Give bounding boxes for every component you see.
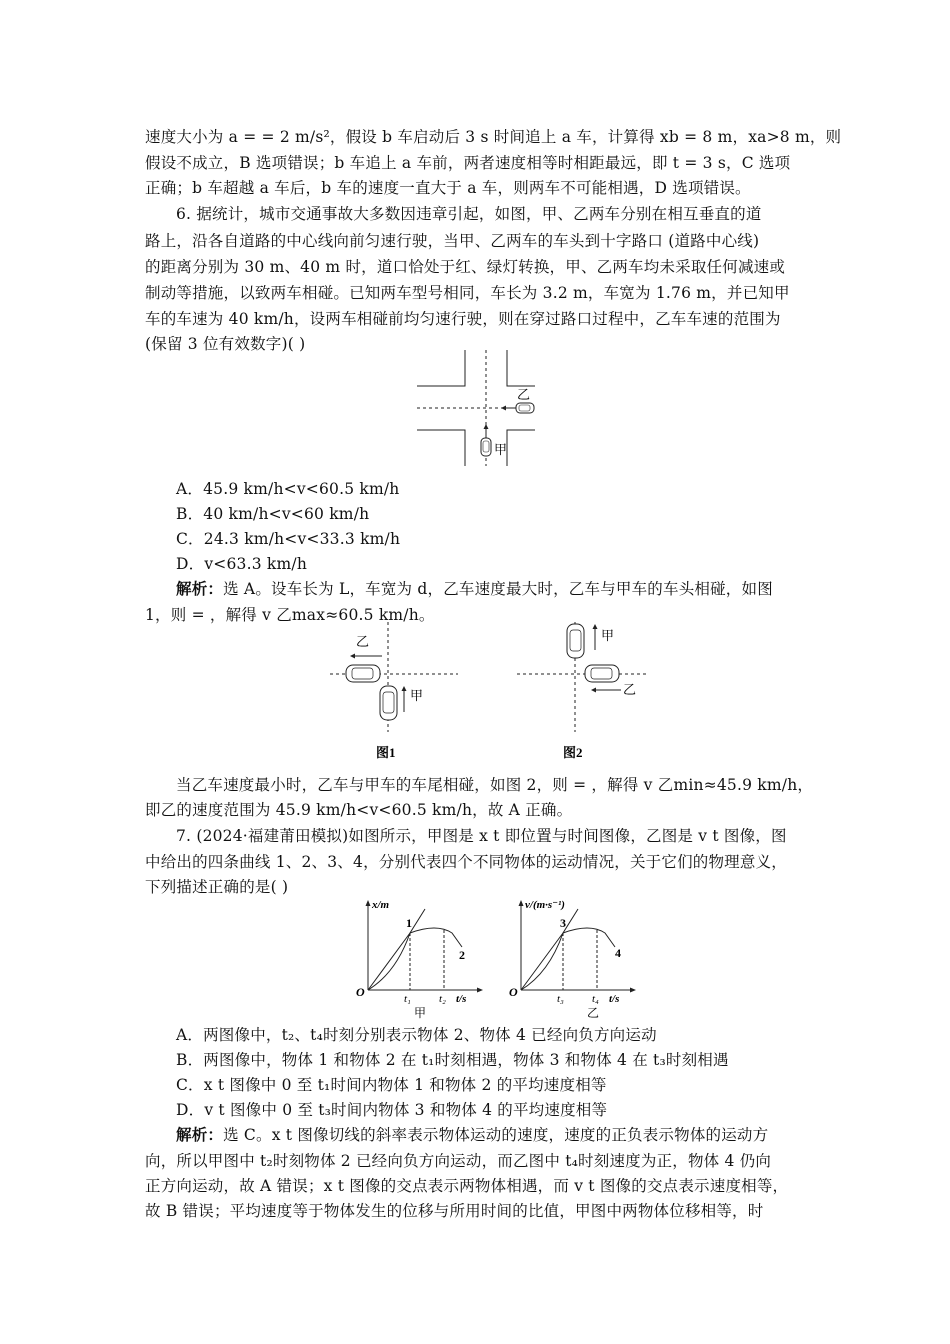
tick-label: t₂ (439, 993, 446, 1005)
text-line: 故 B 错误；平均速度等于物体发生的位移与所用时间的比值，甲图中两物体位移相等，时 (145, 1202, 764, 1220)
car-yi (501, 403, 534, 413)
option-a: A．45.9 km/h<v<60.5 km/h (176, 480, 400, 498)
solution-6-line1 (176, 576, 841, 602)
label-jia: 甲 (601, 628, 615, 643)
tick-label: t₃ (557, 993, 564, 1005)
label-yi: 乙 (517, 387, 531, 402)
tick-label: t₁ (404, 993, 411, 1005)
curve-label: 2 (459, 948, 465, 962)
x-axis-label: t/s (456, 993, 467, 1005)
graph-caption: 乙 (587, 1006, 600, 1020)
option-b: B．40 km/h<v<60 km/h (176, 505, 370, 523)
figure-caption: 图1 (376, 745, 396, 760)
text-line: 下列描述正确的是( ) (145, 878, 289, 896)
text-line: 车的车速为 40 km/h，设两车相碰前均匀速行驶，则在穿过路口过程中，乙车车速的范围为 (145, 310, 781, 328)
figure-caption: 图2 (563, 745, 583, 760)
text-line: 制动等措施，以致两车相碰。已知两车型号相同，车长为 3.2 m，车宽为 1.76 m，并已知甲 (145, 284, 790, 302)
y-axis-label: v/(m·s⁻¹) (525, 899, 565, 911)
origin-label: O (509, 985, 518, 999)
solution-7-line1 (176, 1122, 841, 1148)
option-c: C．x t 图像中 0 至 t₁时间内物体 1 和物体 2 的平均速度相等 (176, 1076, 607, 1094)
car-jia (481, 424, 491, 456)
solution-label: 解析： (176, 579, 224, 598)
text-line: 当乙车速度最小时，乙车与甲车的车尾相碰，如图 2，则 = ，解得 v 乙min≈45.9 km/h， (176, 776, 814, 794)
question-6-stem: 6. 据统计，城市交通事故大多数因违章引起，如图，甲、乙两车分别在相互垂直的道 (176, 205, 762, 223)
text-line: 的距离分别为 30 m、40 m 时，道口恰处于红、绿灯转换，甲、乙两车均未采取任何减速或 (145, 258, 786, 276)
xt-graph (352, 895, 487, 1020)
curve-2 (368, 928, 462, 990)
figure-1 (328, 620, 460, 760)
option-c: C．24.3 km/h<v<33.3 km/h (176, 530, 401, 548)
curve-label: 3 (560, 916, 566, 930)
tick-label: t₄ (592, 993, 599, 1005)
car-jia (380, 686, 397, 720)
option-d: D．v t 图像中 0 至 t₃时间内物体 3 和物体 4 的平均速度相等 (176, 1101, 608, 1119)
x-axis-label: t/s (609, 993, 620, 1005)
text-line: (保留 3 位有效数字)( ) (145, 335, 306, 353)
label-jia: 甲 (410, 688, 424, 703)
text-line: 假设不成立，B 选项错误；b 车追上 a 车前，两者速度相等时相距最远，即 t = 3 s，C 选项 (145, 154, 791, 172)
option-a: A．两图像中，t₂、t₄时刻分别表示物体 2、物体 4 已经向负方向运动 (176, 1026, 657, 1044)
question-7-stem: 7. (2024·福建莆田模拟)如图所示，甲图是 x t 即位置与时间图像，乙图是 v t 图像，图 (176, 827, 787, 845)
label-yi: 乙 (623, 682, 637, 697)
text-line: 速度大小为 a = = 2 m/s²，假设 b 车启动后 3 s 时间追上 a 车，计算得 xb = 8 m，xa>8 m，则 (145, 128, 842, 146)
vt-graph (505, 895, 645, 1020)
crossing-figure (415, 350, 535, 468)
solution-label: 解析： (176, 1125, 224, 1144)
text-line: 正方向运动，故 A 错误；x t 图像的交点表示两物体相遇，而 v t 图像的交点表示速度相等， (145, 1177, 789, 1195)
graph-caption: 甲 (414, 1006, 427, 1020)
text-line: 1，则 = ，解得 v 乙max≈60.5 km/h。 (145, 606, 435, 624)
label-yi: 乙 (356, 634, 370, 649)
curve-label: 1 (406, 916, 412, 930)
y-axis-label: x/m (372, 899, 390, 911)
text-line: 即乙的速度范围为 45.9 km/h<v<60.5 km/h，故 A 正确。 (145, 801, 573, 819)
curve-4 (521, 928, 615, 990)
label-jia: 甲 (494, 442, 508, 457)
car-yi (346, 665, 380, 682)
option-b: B．两图像中，物体 1 和物体 2 在 t₁时刻相遇，物体 3 和物体 4 在 t₃时刻相遇 (176, 1051, 729, 1069)
origin-label: O (356, 985, 365, 999)
curve-label: 4 (615, 946, 621, 960)
figure-2 (515, 620, 650, 760)
text-line: 路上，沿各自道路的中心线向前匀速行驶，当甲、乙两车的车头到十字路口 (道路中心线) (145, 232, 760, 250)
solution-text: 选 C。x t 图像切线的斜率表示物体运动的速度，速度的正负表示物体的运动方 (223, 1126, 769, 1144)
text-line: 中给出的四条曲线 1、2、3、4，分别代表四个不同物体的运动情况，关于它们的物理意义， (145, 853, 787, 871)
car-jia (567, 624, 584, 658)
text-line: 向，所以甲图中 t₂时刻物体 2 已经向负方向运动，而乙图中 t₄时刻速度为正，物体 4 仍向 (145, 1152, 772, 1170)
option-d: D．v<63.3 km/h (176, 555, 308, 573)
text-line: 正确；b 车超越 a 车后，b 车的速度一直大于 a 车，则两车不可能相遇，D 选项错误。 (145, 179, 751, 197)
solution-text: 选 A。设车长为 L，车宽为 d，乙车速度最大时，乙车与甲车的车头相碰，如图 (223, 580, 773, 598)
car-yi (585, 665, 619, 682)
